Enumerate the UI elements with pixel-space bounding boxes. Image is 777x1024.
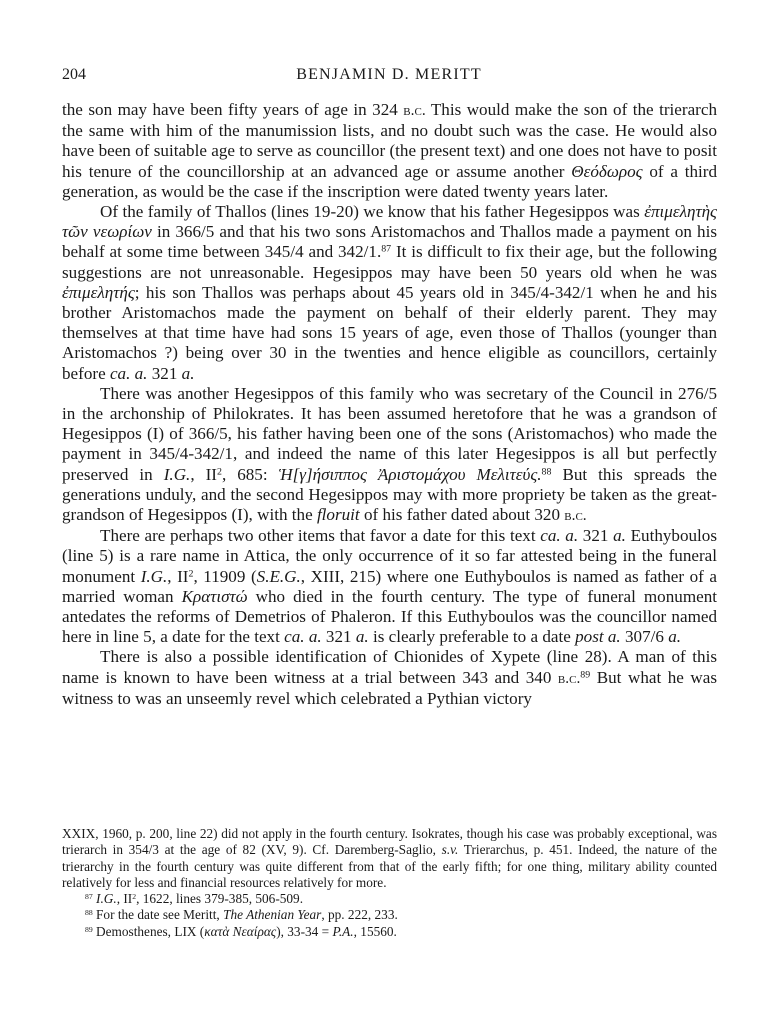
footnote-continuation: XXIX, 1960, p. 200, line 22) did not apply in the fourth century. Isokrates, though his case was probably exceptional, was trierarch in 354/3 at the age of 82 (XV, 9). Cf. Daremberg-Saglio, s.v. Trierarchus, p. 451. Indeed, the nature of the trierarchy in the fourth century was quite different from that of the early fifth; for one thing, military ability counted relatively for less and financial resources relatively for more. <box>62 826 717 890</box>
running-header <box>62 66 716 88</box>
footnote-ref-89: 89 <box>580 669 591 681</box>
paragraph-1: the son may have been fifty years of age in 324 b.c. This would make the son of the trierarch the same with him of the manumission lists, and no doubt such was the case. He would also have been of suitable age to serve as councillor (the present text) and one does not have to posit his tenure of the councillorship at an advanced age or assume another Θεόδωρος of a third generation, as would be the case if the inscription were dated twenty years later. <box>62 100 718 201</box>
footnotes <box>62 826 717 940</box>
greek-term: Θεόδωρος <box>571 161 643 181</box>
footnote-89: $^{89}$ Demosthenes, LIX (κατὰ Νεαίρας), 33-34 = P.A., 15560. <box>85 923 397 939</box>
paragraph-4: There are perhaps two other items that favor a date for this text ca. a. 321 a. Euthyboulos (line 5) is a rare name in Attica, the only occurrence of it so far attested being in the funeral monument I.G., $II^2$, 11909 (S.E.G., XIII, 215) where one Euthyboulos is named as father of a married woman Κρατιστώ who died in the fourth century. The type of funeral monument antedates the reforms of Demetrios of Phaleron. If this Euthyboulos was the councillor named here in line 5, a date for the text ca. a. 321 a. is clearly preferable to a date post a. 307/6 a. <box>62 526 718 647</box>
greek-term: Κρατιστώ <box>181 586 248 606</box>
paragraph-5: There is also a possible identification of Chionides of Xypete (line 28). A man of this name is known to have been witness at a trial between 343 and 340 b.c.$^{89}$ But what he was witness to was an unseemly revel which celebrated a Pythian victory <box>62 647 717 708</box>
running-title: BENJAMIN D. MERITT <box>296 66 482 83</box>
footnote-ref-88: 88 <box>541 466 552 478</box>
footnote-87: $^{87}$ I.G., $II^2$, 1622, lines 379-385, 506-509. <box>85 891 304 907</box>
paragraph-2: Of the family of Thallos (lines 19-20) we know that his father Hegesippos was ἐπιμελητὴς τῶν νεωρίων in 366/5 and that his two sons Aristomachos and Thallos made a payment on his behalf at some time between 345/4 and 342/1.87 It is difficult to fix their age, but the following suggestions are not unreasonable. Hegesippos may have been 50 years old when he was ἐπιμελητής; his son Thallos was perhaps about 45 years old in 345/4-342/1 when he and his brother Aristomachos made the payment on behalf of their elderly parent. They may themselves at that time have had sons 15 years of age, even those of Thallos (younger than Aristomachos ?) being over 30 in the twenties and hence eligible as councillors, certainly before ca. a. 321 a. <box>62 202 717 383</box>
footnote-88: $^{88}$ For the date see Meritt, The Athenian Year, pp. 222, 233. <box>85 907 398 923</box>
main-text <box>62 100 717 709</box>
greek-term: ἐπιμελητὴς τῶν νεωρίων <box>62 202 717 242</box>
paragraph-3: There was another Hegesippos of this family who was secretary of the Council in 276/5 in the archonship of Philokrates. It has been assumed heretofore that he was a grandson of Hegesippos (I) of 366/5, his father having been one of the sons (Aristomachos) who made the payment in 345/4-342/1, and indeed the name of this later Hegesippos is all but perfectly preserved in I.G., $II^2$, 685: Ἡ[γ]ήσιππος Ἀριστομάχου Μελιτεύς.$^{88}$ But this spreads the generations unduly, and the second Hegesippos may with more propriety be taken as the great-grandson of Hegesippos (I), with the floruit of his father dated about 320 b.c. <box>62 383 717 525</box>
footnote-ref-87: 87 <box>381 243 392 255</box>
greek-term: Ἡ[γ]ήσιππος Ἀριστομάχου Μελιτεύς. <box>278 464 542 484</box>
greek-term: ἐπιμελητής <box>62 282 135 302</box>
page-number: 204 <box>62 66 86 83</box>
